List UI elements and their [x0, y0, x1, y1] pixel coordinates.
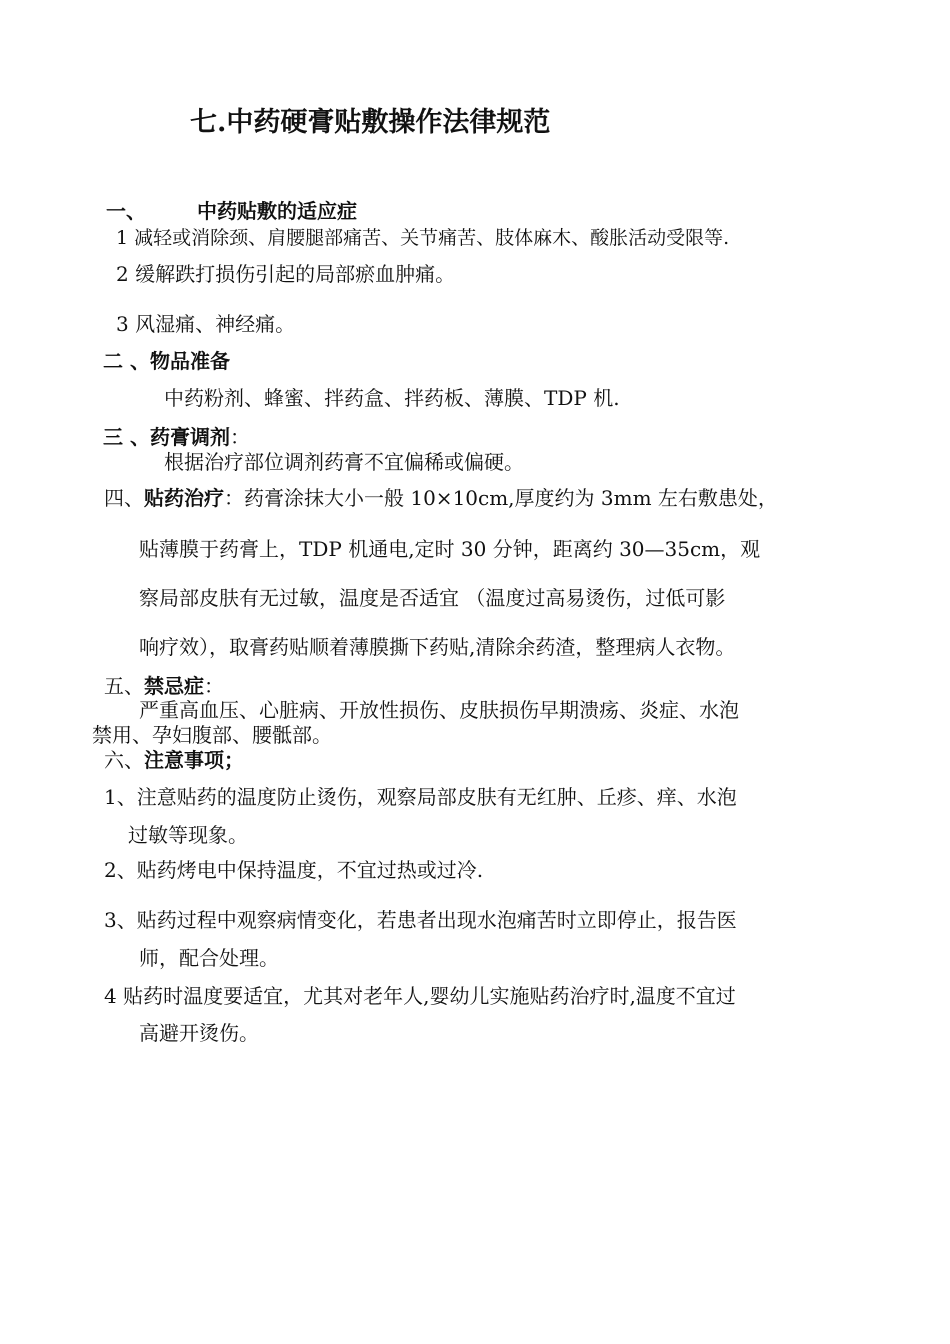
- section-5-line-1: 严重高血压、心脏病、开放性损伤、皮肤损伤早期溃疡、炎症、水泡: [139, 698, 739, 722]
- section-6-item-3-line-2: 师，配合处理。: [139, 946, 279, 970]
- section-4-line-4: 响疗效），取膏药贴顺着薄膜撕下药贴,清除余药渣，整理病人衣物。: [139, 635, 736, 659]
- section-6-item-2: 2、贴药烤电中保持温度，不宜过热或过冷.: [104, 858, 484, 882]
- section-3-body: 根据治疗部位调剂药膏不宜偏稀或偏硬。: [164, 450, 524, 474]
- section-6-item-4-line-1: 4 贴药时温度要适宜，尤其对老年人,婴幼儿实施贴药治疗时,温度不宜过: [104, 984, 736, 1008]
- section-6-heading-line: [104, 747, 244, 773]
- section-6-item-3-line-1: 3、贴药过程中观察病情变化，若患者出现水泡痛苦时立即停止，报告医: [104, 908, 737, 932]
- section-6-item-1-line-2: 过敏等现象。: [128, 823, 248, 847]
- section-4-heading: 贴药治疗: [144, 486, 224, 510]
- section-5-heading: 禁忌症: [144, 674, 204, 698]
- page-title: 七.中药硬膏贴敷操作法律规范: [190, 107, 551, 138]
- section-2-body: 中药粉剂、蜂蜜、拌药盒、拌药板、薄膜、TDP 机.: [164, 386, 620, 410]
- section-2-heading: 二 、物品准备: [103, 349, 230, 373]
- section-5-colon: ：: [204, 674, 224, 698]
- section-6-item-1-line-1: 1、注意贴药的温度防止烫伤，观察局部皮肤有无红肿、丘疹、痒、水泡: [104, 785, 737, 809]
- section-6-number: 六、: [104, 748, 144, 772]
- section-4-line-3: 察局部皮肤有无过敏，温度是否适宜 （温度过高易烫伤，过低可影: [139, 586, 726, 610]
- section-4-line-2: 贴薄膜于药膏上，TDP 机通电,定时 30 分钟，距离约 30—35cm，观: [139, 537, 761, 561]
- section-1-number: 一、: [106, 199, 146, 223]
- section-1-item-3: 3 风湿痛、神经痛。: [116, 312, 296, 336]
- section-3-heading: 三 、药膏调剂: [103, 425, 230, 449]
- section-3-colon: ：: [229, 425, 250, 449]
- section-5-number: 五、: [104, 674, 144, 698]
- section-4-number: 四、: [104, 486, 144, 510]
- section-5-heading-line: [104, 673, 224, 699]
- section-1-heading: 中药贴敷的适应症: [197, 199, 357, 223]
- section-4-text-1: ：药膏涂抹大小一般 10×10cm,厚度约为 3mm 左右敷患处，: [224, 486, 778, 510]
- section-6-heading: 注意事项；: [144, 748, 244, 772]
- section-6-item-4-line-2: 高避开烫伤。: [139, 1021, 259, 1045]
- section-4-line-1: [104, 485, 778, 511]
- section-1-item-2: 2 缓解跌打损伤引起的局部瘀血肿痛。: [116, 262, 456, 286]
- section-1-item-1: 1 减轻或消除颈、肩腰腿部痛苦、关节痛苦、肢体麻木、酸胀活动受限等.: [116, 227, 730, 249]
- section-5-line-2: 禁用、孕妇腹部、腰骶部。: [92, 723, 332, 747]
- section-3-heading-line: [103, 424, 250, 450]
